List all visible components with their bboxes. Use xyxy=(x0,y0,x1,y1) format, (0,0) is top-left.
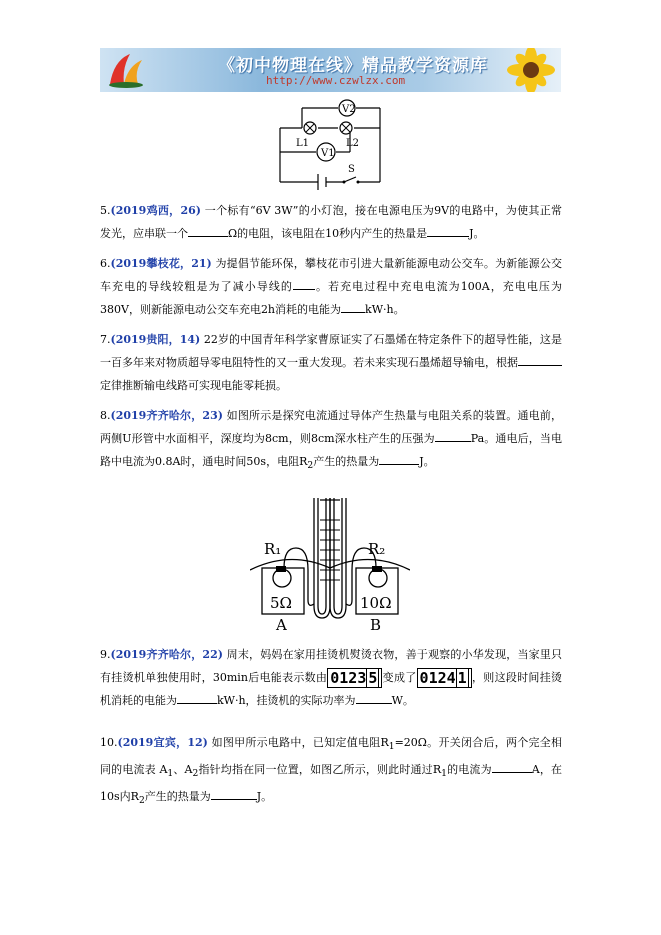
label-a: A xyxy=(276,616,287,632)
energy-meter-reading-2 xyxy=(417,668,472,688)
question-text: Pa。通电后，当电路中电流为0.8A时，通电时间50s，电阻R xyxy=(100,432,562,468)
question-5 xyxy=(100,199,562,245)
label-v1: V1 xyxy=(321,148,335,159)
question-text: kW·h。 xyxy=(365,303,405,316)
label-v2: V2 xyxy=(342,104,356,115)
subscript: 1 xyxy=(167,768,174,780)
answer-blank[interactable] xyxy=(341,300,365,313)
label-5ohm: 5Ω xyxy=(270,594,292,612)
answer-blank[interactable] xyxy=(435,429,471,442)
label-l2: L2 xyxy=(346,138,360,149)
subscript: 2 xyxy=(192,768,199,780)
answer-blank[interactable] xyxy=(211,787,257,800)
question-text: 。若充电过程中充电电流为100A，充电电压为380V，则新能源电动公交车充电2h消耗的电能为 xyxy=(100,280,562,316)
question-text: J。 xyxy=(469,227,485,240)
meter-digits: 0123 xyxy=(330,669,367,687)
question-9 xyxy=(100,643,562,712)
question-number: 8. xyxy=(100,409,111,422)
question-text: 一个标有“6V 3W”的小灯泡，接在电源电压为9V的电路中，为使其正常发光，应串联一个 xyxy=(100,204,563,240)
question-text: J。 xyxy=(256,790,273,804)
label-l1: L1 xyxy=(296,138,310,149)
question-text: 、A xyxy=(173,763,193,777)
question-6 xyxy=(100,252,562,321)
question-text: 定律推断输电线路可实现电能零耗损。 xyxy=(100,379,287,392)
question-source: (2019攀枝花，21) xyxy=(110,257,212,270)
label-s: S xyxy=(348,164,355,175)
label-r2: R₂ xyxy=(368,540,386,558)
meter-decimal-digit: 5 xyxy=(368,669,378,687)
question-text: 22岁的中国青年科学家曹原证实了石墨烯在特定条件下的超导性能，这是一百多年来对物质超导零电阻特性的又一重大发现。若未来实现石墨烯超导输电，根据 xyxy=(100,333,563,369)
question-number: 7. xyxy=(100,333,111,346)
question-text: 产生的热量为 xyxy=(313,455,380,468)
energy-meter-reading-1 xyxy=(327,668,382,688)
circuit-diagram xyxy=(270,98,390,190)
answer-blank[interactable] xyxy=(293,277,315,290)
question-10 xyxy=(100,731,562,813)
question-text: ，则这段时间挂烫机消耗的电能为 xyxy=(100,671,563,707)
banner-title: 《初中物理在线》精品教学资源库 xyxy=(218,56,488,76)
question-source: (2019贵阳，14) xyxy=(110,333,201,346)
question-text: A，在10s内R xyxy=(100,763,562,804)
question-text: W。 xyxy=(391,694,414,707)
question-source: (2019鸡西，26) xyxy=(110,204,201,217)
question-text: kW·h，挂烫机的实际功率为 xyxy=(217,694,356,707)
sunflower-icon xyxy=(471,48,561,92)
label-b: B xyxy=(370,616,382,632)
question-source: (2019齐齐哈尔，22) xyxy=(110,648,223,661)
question-text: 周末，妈妈在家用挂烫机熨烫衣物，善于观察的小华发现，当家里只有挂烫机单独使用时，30min后电能表示数由 xyxy=(100,648,563,684)
question-text: 如图甲所示电路中，已知定值电阻R xyxy=(211,736,389,749)
header-banner xyxy=(100,48,561,92)
question-source: (2019宜宾，12) xyxy=(117,736,208,749)
site-logo-icon xyxy=(104,50,148,90)
answer-blank[interactable] xyxy=(518,353,562,366)
question-text: 为提倡节能环保，攀枝花市引进大量新能源电动公交车。为新能源公交车充电的导线较粗是为了减小导线的 xyxy=(100,257,562,293)
question-text: J。 xyxy=(419,455,435,468)
question-number: 6. xyxy=(100,257,111,270)
question-text: 的电流为 xyxy=(446,763,492,777)
question-number: 9. xyxy=(100,648,111,661)
subscript: 1 xyxy=(388,741,395,753)
question-text: Ω的电阻，该电阻在10秒内产生的热量是 xyxy=(228,227,428,240)
subscript: 2 xyxy=(138,795,145,807)
banner-url[interactable]: http://www.czwlzx.com xyxy=(266,74,406,87)
question-7 xyxy=(100,328,562,397)
answer-blank[interactable] xyxy=(188,224,228,237)
question-number: 5. xyxy=(100,204,111,217)
question-text: 如图所示是探究电流通过导体产生热量与电阻关系的装置。通电前，两侧U形管中水面相平，深度均为8cm，则8cm深水柱产生的压强为 xyxy=(100,409,563,445)
question-text: 产生的热量为 xyxy=(144,790,211,804)
question-source: (2019齐齐哈尔，23) xyxy=(110,409,223,422)
question-text: 指针均指在同一位置，如图乙所示，则此时通过R xyxy=(198,763,442,777)
meter-digits: 0124 xyxy=(419,669,456,687)
subscript: 1 xyxy=(441,768,447,780)
question-text: =20Ω。开关闭合后，两个完全相同的电流表 A xyxy=(100,736,563,777)
question-text: 变成了 xyxy=(382,671,417,684)
answer-blank[interactable] xyxy=(177,691,217,704)
answer-blank[interactable] xyxy=(492,760,532,773)
subscript: 2 xyxy=(307,460,314,472)
question-number: 10. xyxy=(100,736,118,749)
label-10ohm: 10Ω xyxy=(360,594,392,612)
label-r1: R₁ xyxy=(264,540,282,558)
joule-heating-apparatus xyxy=(250,490,410,632)
answer-blank[interactable] xyxy=(356,691,392,704)
answer-blank[interactable] xyxy=(379,452,419,465)
question-8 xyxy=(100,404,562,477)
meter-decimal-digit: 1 xyxy=(457,669,467,687)
answer-blank[interactable] xyxy=(427,224,469,237)
